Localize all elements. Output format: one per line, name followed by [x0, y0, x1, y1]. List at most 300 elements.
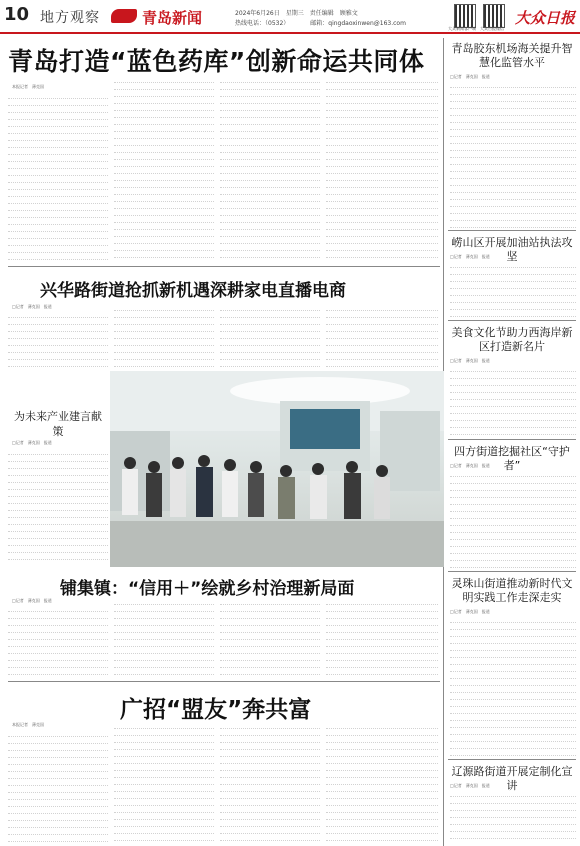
text-line — [8, 654, 108, 661]
xingye-headline: 兴华路街道抢抓新机遇深耕家电直播电商 — [40, 281, 346, 301]
text-line — [326, 304, 438, 311]
laoshan-byline: □记者 薄克国 报道 — [450, 254, 490, 259]
text-line — [326, 160, 438, 167]
text-line — [326, 146, 438, 153]
text-line — [450, 512, 576, 519]
text-line — [8, 318, 108, 325]
text-line — [8, 640, 108, 647]
text-line — [326, 97, 438, 104]
text-line — [8, 814, 108, 821]
divider — [8, 266, 440, 267]
text-line — [220, 188, 320, 195]
text-line — [326, 640, 438, 647]
lead-body-col-3 — [220, 76, 320, 262]
text-line — [220, 799, 320, 806]
qr-code-icon — [483, 4, 505, 28]
text-line — [220, 118, 320, 125]
text-line — [114, 118, 214, 125]
text-line — [450, 547, 576, 554]
divider — [448, 230, 576, 231]
text-line — [220, 626, 320, 633]
text-line — [450, 707, 576, 714]
text-line — [326, 764, 438, 771]
meishi-body — [450, 365, 576, 435]
text-line — [8, 232, 108, 239]
text-line — [326, 118, 438, 125]
text-line — [326, 332, 438, 339]
text-line — [114, 230, 214, 237]
text-line — [326, 188, 438, 195]
text-line — [220, 311, 320, 318]
puji-headline: 铺集镇：“信用＋”绘就乡村治理新局面 — [60, 579, 355, 599]
text-line — [220, 230, 320, 237]
text-line — [114, 237, 214, 244]
text-line — [114, 311, 214, 318]
text-line — [114, 332, 214, 339]
text-line — [450, 686, 576, 693]
text-line — [8, 612, 108, 619]
text-line — [450, 414, 576, 421]
text-line — [450, 102, 576, 109]
text-line — [450, 428, 576, 435]
text-line — [220, 195, 320, 202]
text-line — [326, 346, 438, 353]
text-line — [326, 722, 438, 729]
text-line — [8, 483, 108, 490]
text-line — [326, 132, 438, 139]
text-line — [8, 339, 108, 346]
text-line — [326, 668, 438, 675]
text-line — [326, 311, 438, 318]
text-line — [326, 757, 438, 764]
news-photo — [110, 371, 444, 567]
text-line — [326, 90, 438, 97]
text-line — [114, 722, 214, 729]
text-line — [220, 598, 320, 605]
text-line — [114, 167, 214, 174]
xingye-body-col-2 — [114, 304, 214, 367]
text-line — [8, 779, 108, 786]
text-line — [220, 76, 320, 83]
text-line — [450, 407, 576, 414]
text-line — [8, 626, 108, 633]
text-line — [8, 169, 108, 176]
logo-icon — [111, 9, 137, 23]
jiaodong-body — [450, 81, 576, 228]
text-line — [220, 244, 320, 251]
text-line — [220, 318, 320, 325]
text-line — [220, 834, 320, 841]
text-line — [114, 360, 214, 367]
text-line — [220, 750, 320, 757]
text-line — [220, 633, 320, 640]
text-line — [114, 353, 214, 360]
text-line — [450, 165, 576, 172]
text-line — [8, 462, 108, 469]
text-line — [450, 498, 576, 505]
text-line — [114, 346, 214, 353]
text-line — [220, 90, 320, 97]
text-line — [326, 195, 438, 202]
text-line — [114, 806, 214, 813]
sifang-headline: 四方街道挖掘社区“守护者” — [454, 445, 570, 472]
text-line — [450, 679, 576, 686]
date-line: 2024年6月26日 星期三 责任编辑 顾雅文 — [235, 10, 358, 17]
laoshan-headline: 崂山区开展加油站执法攻坚 — [451, 236, 573, 263]
text-line — [8, 218, 108, 225]
photo-caption-byline: □记者 薄克国 报道 — [12, 440, 52, 445]
text-line — [8, 744, 108, 751]
text-line — [220, 237, 320, 244]
text-line — [220, 346, 320, 353]
text-line — [450, 533, 576, 540]
text-line — [326, 104, 438, 111]
text-line — [8, 325, 108, 332]
text-line — [8, 448, 108, 455]
text-line — [8, 786, 108, 793]
text-line — [450, 554, 576, 561]
text-line — [114, 612, 214, 619]
text-line — [450, 109, 576, 116]
text-line — [326, 750, 438, 757]
text-line — [450, 623, 576, 630]
text-line — [220, 332, 320, 339]
text-line — [114, 104, 214, 111]
text-line — [450, 365, 576, 372]
text-line — [114, 181, 214, 188]
text-line — [450, 735, 576, 742]
text-line — [8, 211, 108, 218]
text-line — [450, 151, 576, 158]
text-line — [326, 237, 438, 244]
text-line — [450, 616, 576, 623]
text-line — [8, 253, 108, 260]
text-line — [8, 225, 108, 232]
text-line — [8, 828, 108, 835]
xingye-body-col-4 — [326, 304, 438, 367]
text-line — [326, 612, 438, 619]
text-line — [8, 204, 108, 211]
text-line — [114, 304, 214, 311]
text-line — [450, 658, 576, 665]
text-line — [450, 804, 576, 811]
page-header — [0, 0, 580, 34]
text-line — [114, 799, 214, 806]
text-line — [114, 132, 214, 139]
text-line — [114, 598, 214, 605]
divider — [448, 759, 576, 760]
meishi-headline: 美食文化节助力西海岸新区打造新名片 — [451, 326, 573, 353]
text-line — [114, 736, 214, 743]
text-line — [220, 806, 320, 813]
text-line — [8, 190, 108, 197]
text-line — [450, 714, 576, 721]
text-line — [450, 561, 576, 568]
text-line — [8, 113, 108, 120]
text-line — [8, 661, 108, 668]
text-line — [326, 729, 438, 736]
text-line — [8, 751, 108, 758]
text-line — [114, 244, 214, 251]
text-line — [114, 90, 214, 97]
divider — [8, 681, 440, 682]
text-line — [326, 598, 438, 605]
text-line — [326, 792, 438, 799]
text-line — [8, 353, 108, 360]
text-line — [450, 261, 576, 268]
lingzhu-byline: □记者 薄克国 报道 — [450, 609, 490, 614]
text-line — [220, 83, 320, 90]
mengyou-byline: 本报记者 薄克国 — [12, 722, 44, 727]
section-name: 地方观察 — [40, 10, 100, 26]
text-line — [8, 127, 108, 134]
text-line — [326, 633, 438, 640]
text-line — [326, 799, 438, 806]
text-line — [114, 97, 214, 104]
text-line — [114, 633, 214, 640]
lingzhu-body — [450, 616, 576, 756]
text-line — [450, 637, 576, 644]
text-line — [8, 532, 108, 539]
text-line — [8, 633, 108, 640]
text-line — [8, 605, 108, 612]
text-line — [220, 181, 320, 188]
text-line — [326, 83, 438, 90]
text-line — [114, 640, 214, 647]
text-line — [114, 813, 214, 820]
text-line — [114, 174, 214, 181]
text-line — [220, 785, 320, 792]
text-line — [220, 792, 320, 799]
text-line — [220, 736, 320, 743]
mengyou-headline: 广招“盟友”奔共富 — [120, 697, 312, 723]
text-line — [326, 209, 438, 216]
text-line — [326, 771, 438, 778]
text-line — [114, 605, 214, 612]
sifang-body — [450, 470, 576, 568]
text-line — [8, 346, 108, 353]
text-line — [114, 750, 214, 757]
divider — [448, 571, 576, 572]
text-line — [8, 106, 108, 113]
photo-caption-title: 为未来产业建言献策 — [14, 410, 102, 438]
text-line — [220, 619, 320, 626]
text-line — [114, 160, 214, 167]
text-line — [114, 668, 214, 675]
text-line — [220, 146, 320, 153]
text-line — [450, 749, 576, 756]
text-line — [8, 476, 108, 483]
laoshan-body — [450, 261, 576, 317]
text-line — [114, 743, 214, 750]
text-line — [326, 360, 438, 367]
text-line — [114, 188, 214, 195]
text-line — [8, 332, 108, 339]
text-line — [8, 246, 108, 253]
qr-left-caption: 大众新闻客户端 — [448, 26, 476, 31]
text-line — [220, 167, 320, 174]
text-line — [450, 186, 576, 193]
text-line — [450, 275, 576, 282]
text-line — [8, 455, 108, 462]
text-line — [450, 728, 576, 735]
text-line — [114, 325, 214, 332]
text-line — [326, 813, 438, 820]
text-line — [220, 153, 320, 160]
text-line — [450, 179, 576, 186]
text-line — [450, 797, 576, 804]
text-line — [220, 125, 320, 132]
jiaodong-byline: □记者 薄克国 报道 — [450, 74, 490, 79]
text-line — [8, 511, 108, 518]
text-line — [450, 644, 576, 651]
text-line — [114, 76, 214, 83]
text-line — [450, 630, 576, 637]
text-line — [450, 200, 576, 207]
text-line — [8, 525, 108, 532]
text-line — [326, 654, 438, 661]
puji-body-col-4 — [326, 598, 438, 677]
text-line — [114, 834, 214, 841]
xingye-body-col-1 — [8, 311, 108, 367]
text-line — [8, 619, 108, 626]
text-line — [450, 790, 576, 797]
text-line — [450, 672, 576, 679]
text-line — [450, 693, 576, 700]
text-line — [326, 181, 438, 188]
text-line — [220, 647, 320, 654]
text-line — [114, 83, 214, 90]
text-line — [114, 619, 214, 626]
page-number: 10 — [4, 4, 30, 25]
text-line — [326, 834, 438, 841]
text-line — [326, 251, 438, 258]
text-line — [220, 223, 320, 230]
text-line — [220, 104, 320, 111]
text-line — [8, 772, 108, 779]
text-line — [114, 125, 214, 132]
text-line — [450, 116, 576, 123]
text-line — [114, 251, 214, 258]
text-line — [8, 835, 108, 842]
puji-body-col-1 — [8, 605, 108, 677]
text-line — [450, 825, 576, 832]
text-line — [220, 813, 320, 820]
text-line — [450, 214, 576, 221]
text-line — [450, 379, 576, 386]
text-line — [450, 470, 576, 477]
text-line — [450, 303, 576, 310]
text-line — [326, 806, 438, 813]
lead-byline: 本报记者 薄克国 — [12, 84, 44, 89]
text-line — [326, 139, 438, 146]
text-line — [114, 195, 214, 202]
text-line — [8, 469, 108, 476]
text-line — [8, 490, 108, 497]
text-line — [114, 647, 214, 654]
text-line — [450, 144, 576, 151]
text-line — [220, 304, 320, 311]
text-line — [450, 172, 576, 179]
text-line — [450, 832, 576, 839]
text-line — [450, 491, 576, 498]
text-line — [326, 626, 438, 633]
masthead-logo: 大众日报 — [515, 9, 576, 27]
puji-body-col-3 — [220, 598, 320, 677]
text-line — [220, 654, 320, 661]
text-line — [220, 160, 320, 167]
liaoyuan-body — [450, 790, 576, 842]
text-line — [114, 661, 214, 668]
text-line — [8, 546, 108, 553]
text-line — [450, 130, 576, 137]
text-line — [220, 764, 320, 771]
text-line — [450, 540, 576, 547]
text-line — [220, 757, 320, 764]
text-line — [8, 311, 108, 318]
text-line — [220, 743, 320, 750]
text-line — [220, 339, 320, 346]
text-line — [450, 268, 576, 275]
text-line — [450, 811, 576, 818]
text-line — [450, 95, 576, 102]
text-line — [326, 153, 438, 160]
text-line — [220, 722, 320, 729]
text-line — [114, 209, 214, 216]
liaoyuan-byline: □记者 薄克国 报道 — [450, 783, 490, 788]
text-line — [220, 97, 320, 104]
text-line — [220, 729, 320, 736]
lead-body-col-4 — [326, 76, 438, 262]
text-line — [220, 827, 320, 834]
text-line — [450, 400, 576, 407]
exhibition-hall-illustration — [110, 371, 444, 567]
text-line — [8, 183, 108, 190]
text-line — [450, 289, 576, 296]
text-line — [114, 771, 214, 778]
text-line — [450, 519, 576, 526]
text-line — [220, 640, 320, 647]
text-line — [220, 209, 320, 216]
text-line — [450, 651, 576, 658]
text-line — [8, 553, 108, 560]
text-line — [450, 484, 576, 491]
text-line — [114, 820, 214, 827]
text-line — [114, 139, 214, 146]
text-line — [450, 158, 576, 165]
text-line — [8, 821, 108, 828]
text-line — [114, 339, 214, 346]
text-line — [114, 216, 214, 223]
text-line — [8, 765, 108, 772]
mengyou-body-col-2 — [114, 722, 214, 842]
text-line — [450, 372, 576, 379]
text-line — [326, 125, 438, 132]
text-line — [8, 92, 108, 99]
lingzhu-headline: 灵珠山街道推动新时代文明实践工作走深走实 — [451, 577, 573, 604]
text-line — [8, 800, 108, 807]
text-line — [114, 223, 214, 230]
text-line — [450, 282, 576, 289]
text-line — [326, 647, 438, 654]
text-line — [220, 251, 320, 258]
text-line — [450, 310, 576, 317]
text-line — [8, 497, 108, 504]
text-line — [450, 221, 576, 228]
text-line — [114, 318, 214, 325]
text-line — [114, 654, 214, 661]
text-line — [8, 162, 108, 169]
